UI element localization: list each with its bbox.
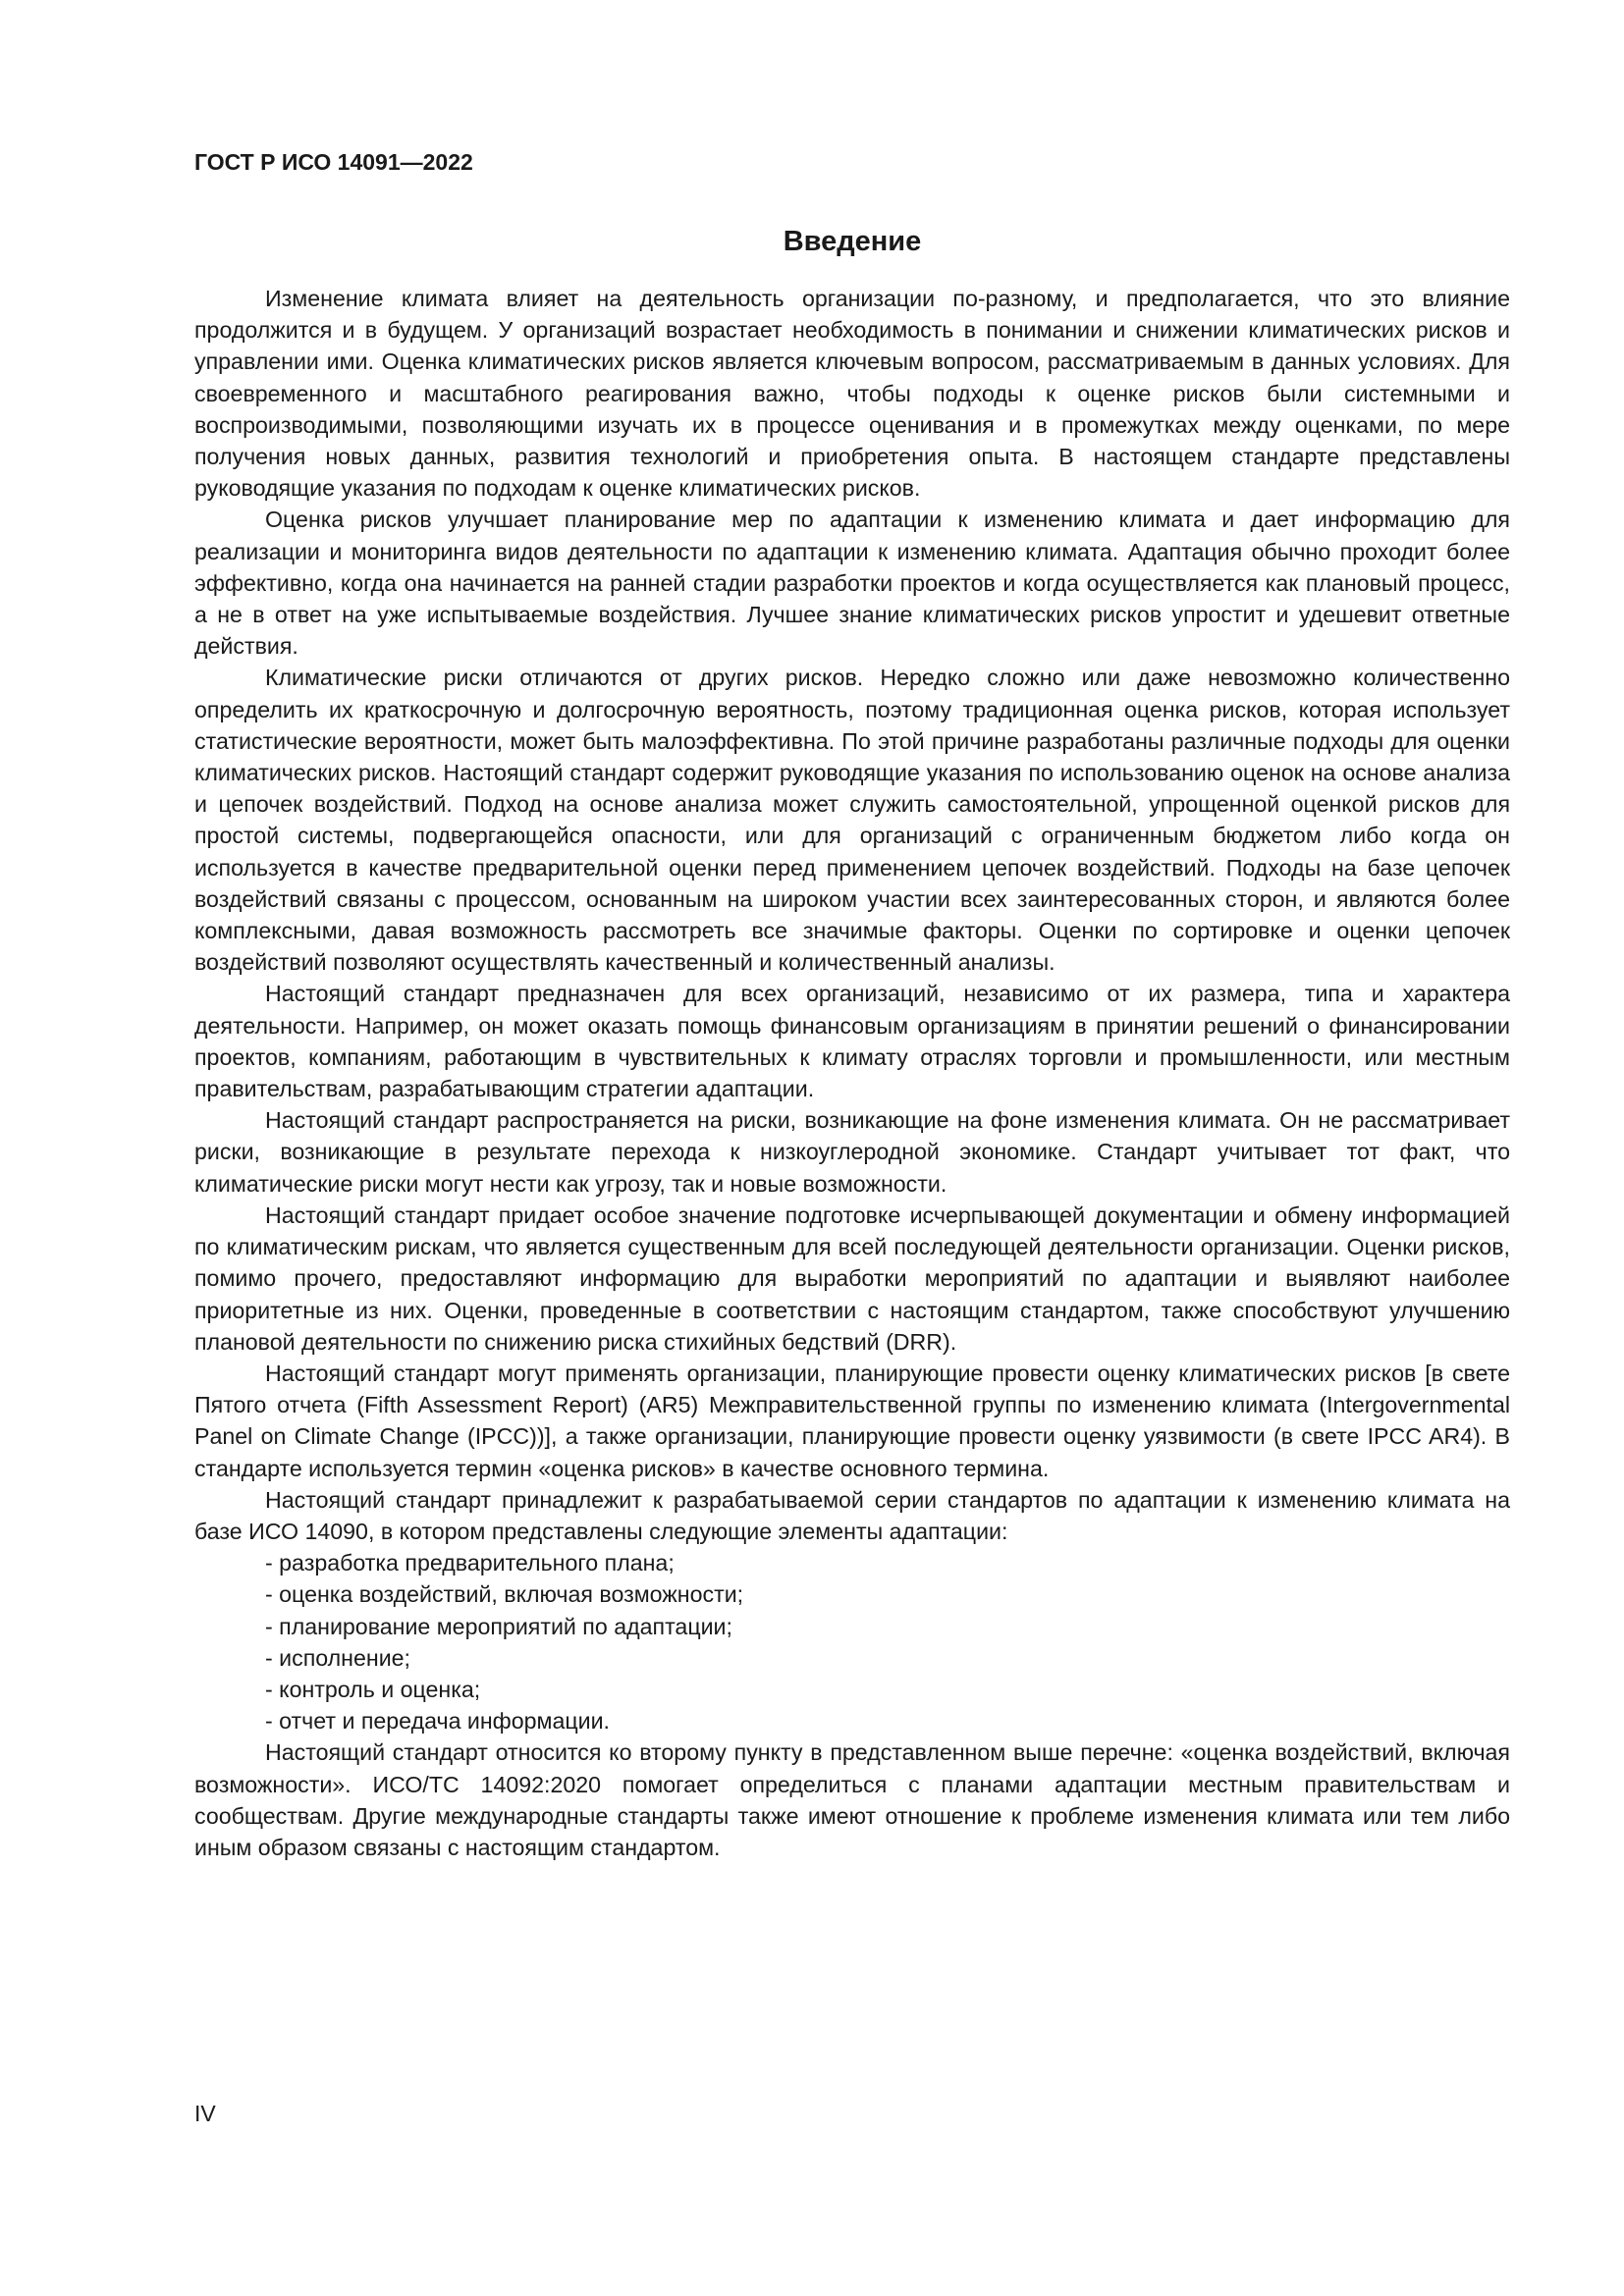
paragraph: Настоящий стандарт предназначен для всех организаций, независимо от их размера, типа и характера деятельности. Например, он может оказать помощь финансовым организациям в принятии решений о финансировании проектов, компаниям, работающим в чувствительных к климату отраслях торговли и промышленности, или местным правительствам, разрабатывающим стратегии адаптации. <box>194 981 1510 1102</box>
paragraph: Климатические риски отличаются от других рисков. Нередко сложно или даже невозможно количественно определить их краткосрочную и долгосрочную вероятность, поэтому традиционная оценка рисков, которая использует статистические вероятности, может быть малоэффективна. По этой причине разработаны различные подходы для оценки климатических рисков. Настоящий стандарт содержит руководящие указания по использованию оценок на основе анализа и цепочек воздействий. Подход на основе анализа может служить самостоятельной, упрощенной оценкой рисков для простой системы, подвергающейся опасности, или для организаций с ограниченным бюджетом либо когда он используется в качестве предварительной оценки перед применением цепочек воздействий. Подходы на базе цепочек воздействий связаны с процессом, основанным на широком участии всех заинтересованных сторон, и являются более комплексными, давая возможность рассмотреть все значимые факторы. Оценки по сортировке и оценки цепочек воздействий позволяют осуществлять качественный и количественный анализы. <box>194 665 1510 976</box>
list-item: - отчет и передача информации. <box>265 1708 610 1735</box>
document-header: ГОСТ Р ИСО 14091—2022 <box>194 149 473 175</box>
page-number: IV <box>194 2101 216 2126</box>
list-item: - исполнение; <box>265 1644 410 1671</box>
section-title: Введение <box>783 226 922 257</box>
paragraph: Изменение климата влияет на деятельность организации по-разному, и предполагается, что это влияние продолжится и в будущем. У организаций возрастает необходимость в понимании и снижении климатических рисков и управлении ими. Оценка климатических рисков является ключевым вопросом, рассматриваемым в данных условиях. Для своевременного и масштабного реагирования важно, чтобы подходы к оценке рисков были системными и воспроизводимыми, позволяющими изучать их в процессе оценивания и в промежутках между оценками, по мере получения новых данных, развития технологий и приобретения опыта. В настоящем стандарте представлены руководящие указания по подходам к оценке климатических рисков. <box>194 286 1510 502</box>
list-item: - разработка предварительного плана; <box>265 1550 675 1576</box>
paragraph: Настоящий стандарт распространяется на риски, возникающие на фоне изменения климата. Он не рассматривает риски, возникающие в результате перехода к низкоуглеродной экономике. Стандарт учитывает тот факт, что климатические риски могут нести как угрозу, так и новые возможности. <box>194 1107 1510 1197</box>
list-item: - контроль и оценка; <box>265 1676 481 1702</box>
body-text <box>194 283 1510 1863</box>
list-item: - оценка воздействий, включая возможности; <box>265 1581 744 1608</box>
paragraph: Настоящий стандарт относится ко второму пункту в представленном выше перечне: «оценка воздействий, включая возможности». ИСО/ТС 14092:2020 помогает определиться с планами адаптации местным правительствам и сообществам. Другие международные стандарты также имеют отношение к проблеме изменения климата или тем либо иным образом связаны с настоящим стандартом. <box>194 1739 1510 1860</box>
paragraph: Настоящий стандарт могут применять организации, планирующие провести оценку климатических рисков [в свете Пятого отчета (Fifth Assessment Report) (AR5) Межправительственной группы по изменению климата (Intergovernmental Panel on Climate Change (IPCC))], а также организации, планирующие провести оценку уязвимости (в свете IPCC AR4). В стандарте используется термин «оценка рисков» в качестве основного термина. <box>194 1360 1510 1481</box>
paragraph: Оценка рисков улучшает планирование мер по адаптации к изменению климата и дает информацию для реализации и мониторинга видов деятельности по адаптации к изменению климата. Адаптация обычно проходит более эффективно, когда она начинается на ранней стадии разработки проектов и когда осуществляется как плановый процесс, а не в ответ на уже испытываемые воздействия. Лучшее знание климатических рисков упростит и удешевит ответные действия. <box>194 507 1510 660</box>
adaptation-elements-list <box>194 1547 1510 1736</box>
paragraph: Настоящий стандарт придает особое значение подготовке исчерпывающей документации и обмену информацией по климатическим рискам, что является существенным для всей последующей деятельности организации. Оценки рисков, помимо прочего, предоставляют информацию для выработки мероприятий по адаптации и выявляют наиболее приоритетные из них. Оценки, проведенные в соответствии с настоящим стандартом, также способствуют улучшению плановой деятельности по снижению риска стихийных бедствий (DRR). <box>194 1201 1510 1355</box>
list-item: - планирование мероприятий по адаптации; <box>265 1613 732 1639</box>
paragraph: Настоящий стандарт принадлежит к разрабатываемой серии стандартов по адаптации к изменению климата на базе ИСО 14090, в котором представлены следующие элементы адаптации: <box>194 1486 1510 1544</box>
